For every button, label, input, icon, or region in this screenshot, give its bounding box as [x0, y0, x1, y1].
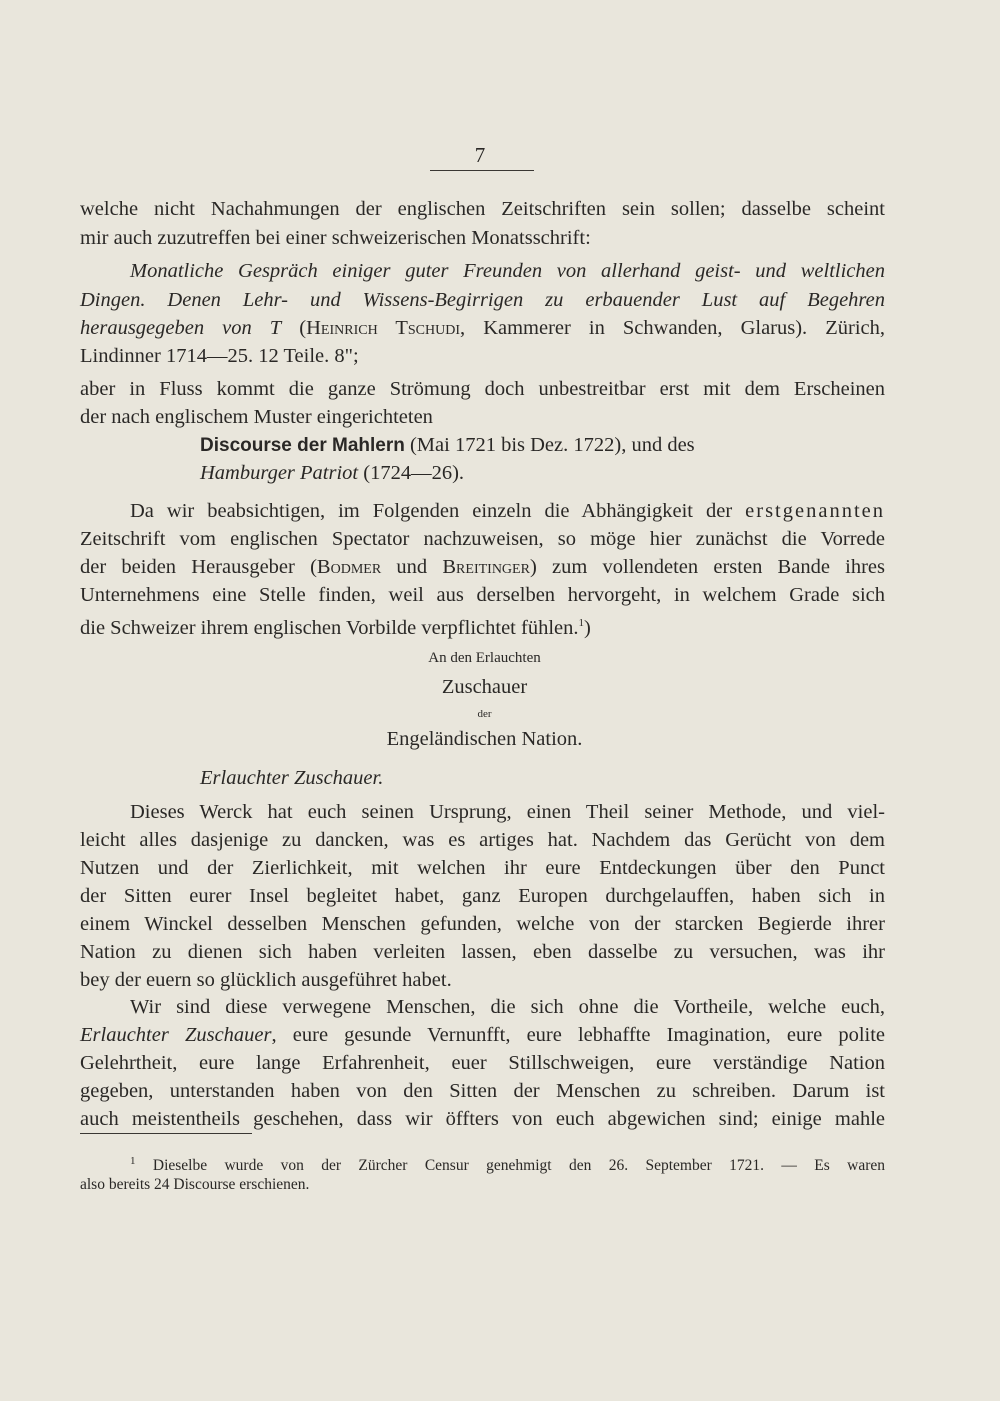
footnote-rule: [80, 1133, 252, 1134]
citation2-title: Discourse der Mahlern: [200, 435, 405, 456]
para4-line1: Dieses Werck hat euch seinen Ursprung, einen Theil seiner Methode, und viel-: [130, 801, 885, 823]
para3-line3-a: der beiden Herausgeber (: [80, 556, 317, 578]
para4-line6: Nation zu dienen sich haben verleiten lassen, eben dasselbe zu versuchen, was ihr: [80, 941, 885, 963]
para3-line3-b: und: [381, 556, 443, 578]
citation1-line4: Lindinner 1714—25. 12 Teile. 8";: [80, 345, 359, 367]
para3-line1: [80, 497, 885, 526]
dedication-salutation: Erlauchter Zuschauer.: [200, 767, 384, 789]
footnote-marker: 1: [130, 1155, 136, 1167]
para5-line2: [80, 1021, 885, 1050]
citation1-line1: Monatliche Gespräch einiger guter Freunden von allerhand geist- und weltlichen: [130, 260, 885, 282]
page-number-rule: [430, 170, 534, 171]
citation1-line3-italic: herausgegeben von T: [80, 317, 282, 339]
page-number: 7: [474, 143, 486, 167]
dedication-line1: An den Erlauchten: [428, 650, 541, 666]
para3-line5-text: die Schweizer ihrem englischen Vorbilde verpflichtet fühlen.: [80, 616, 579, 639]
citation2-rest: (Mai 1721 bis Dez. 1722), und des: [404, 434, 695, 456]
citation1-author: Heinrich Tschudi: [306, 317, 461, 339]
dedication-line3: der: [477, 708, 492, 720]
para3-line1-spaced: erstgenannten: [745, 500, 885, 522]
footnote-line2: also bereits 24 Discourse erschienen.: [80, 1176, 310, 1193]
para1-line2: mir auch zuzutreffen bei einer schweizerischen Monatsschrift:: [80, 227, 591, 249]
dedication-line4: Engeländischen Nation.: [386, 728, 583, 750]
para5-line4: gegeben, unterstanden haben von den Sitten der Menschen zu schreiben. Darum ist: [80, 1080, 885, 1102]
para4-line4: der Sitten eurer Insel begleitet habet, ganz Europen durchgelauffen, haben sich in: [80, 885, 885, 907]
para5-line2-rest: , eure gesunde Vernunfft, eure lebhaffte Imagination, eure polite: [271, 1024, 886, 1046]
citation2-title2: Hamburger Patriot: [200, 462, 359, 484]
para4-line2: leicht alles dasjenige zu dancken, was es artiges hat. Nachdem das Gerücht von dem: [80, 829, 885, 851]
para4-line5: einem Winckel desselben Menschen gefunden, welche von der starcken Begierde ihrer: [80, 913, 885, 935]
citation1-line3-rest: , Kammerer in Schwanden, Glarus). Zürich,: [460, 317, 886, 339]
para2-line1: aber in Fluss kommt die ganze Strömung doch unbestreitbar erst mit dem Erscheinen: [80, 378, 885, 400]
para5-line5: auch meistentheils geschehen, dass wir öffters von euch abgewichen sind; einige mahle: [80, 1108, 885, 1130]
citation1-line2: Dingen. Denen Lehr- und Wissens-Begirrigen zu erbauender Lust auf Begehren: [80, 289, 885, 311]
para3-line1-a: Da wir beabsichtigen, im Folgenden einzeln die Abhängigkeit der: [130, 500, 746, 522]
footnote-ref: 1: [578, 617, 584, 629]
para2-line2: der nach englischem Muster eingerichteten: [80, 406, 433, 428]
citation2-rest2: (1724—26).: [358, 462, 465, 484]
para4-line3: Nutzen und der Zierlichkeit, mit welchen ihr eure Entdeckungen über den Punct: [80, 857, 885, 879]
para3-breitinger: Breitinger: [442, 556, 530, 578]
para3-line4: Unternehmens eine Stelle finden, weil aus derselben hervorgeht, in welchem Grade sich: [80, 584, 885, 606]
para3-line5-end: ): [584, 616, 591, 639]
para5-line3: Gelehrtheit, eure lange Erfahrenheit, euer Stillschweigen, eure verständige Nation: [80, 1052, 885, 1074]
citation1-line3-paren: (: [281, 317, 307, 339]
para3-line2: Zeitschrift vom englischen Spectator nachzuweisen, so möge hier zunächst die Vorrede: [80, 528, 885, 550]
para3-line5: [80, 609, 885, 642]
citation2-line1: [80, 431, 885, 461]
para3-line3-c: ) zum vollendeten ersten Bande ihres: [529, 556, 886, 578]
footnote-line1-text: Dieselbe wurde von der Zürcher Censur genehmigt den 26. September 1721. — Es waren: [135, 1157, 885, 1175]
citation2-line2: [80, 459, 885, 488]
para4-line7: bey der euern so glücklich ausgeführet habet.: [80, 969, 452, 991]
para3-line3: [80, 553, 885, 582]
para1-line1: welche nicht Nachahmungen der englischen Zeitschriften sein sollen; dasselbe scheint: [80, 198, 885, 220]
para3-bodmer: Bodmer: [316, 556, 382, 578]
citation1-line3: [80, 314, 885, 343]
dedication-line2: Zuschauer: [441, 676, 528, 698]
para5-line1: Wir sind diese verwegene Menschen, die sich ohne die Vortheile, welche euch,: [130, 996, 885, 1018]
para5-line2-italic: Erlauchter Zuschauer: [80, 1024, 272, 1046]
